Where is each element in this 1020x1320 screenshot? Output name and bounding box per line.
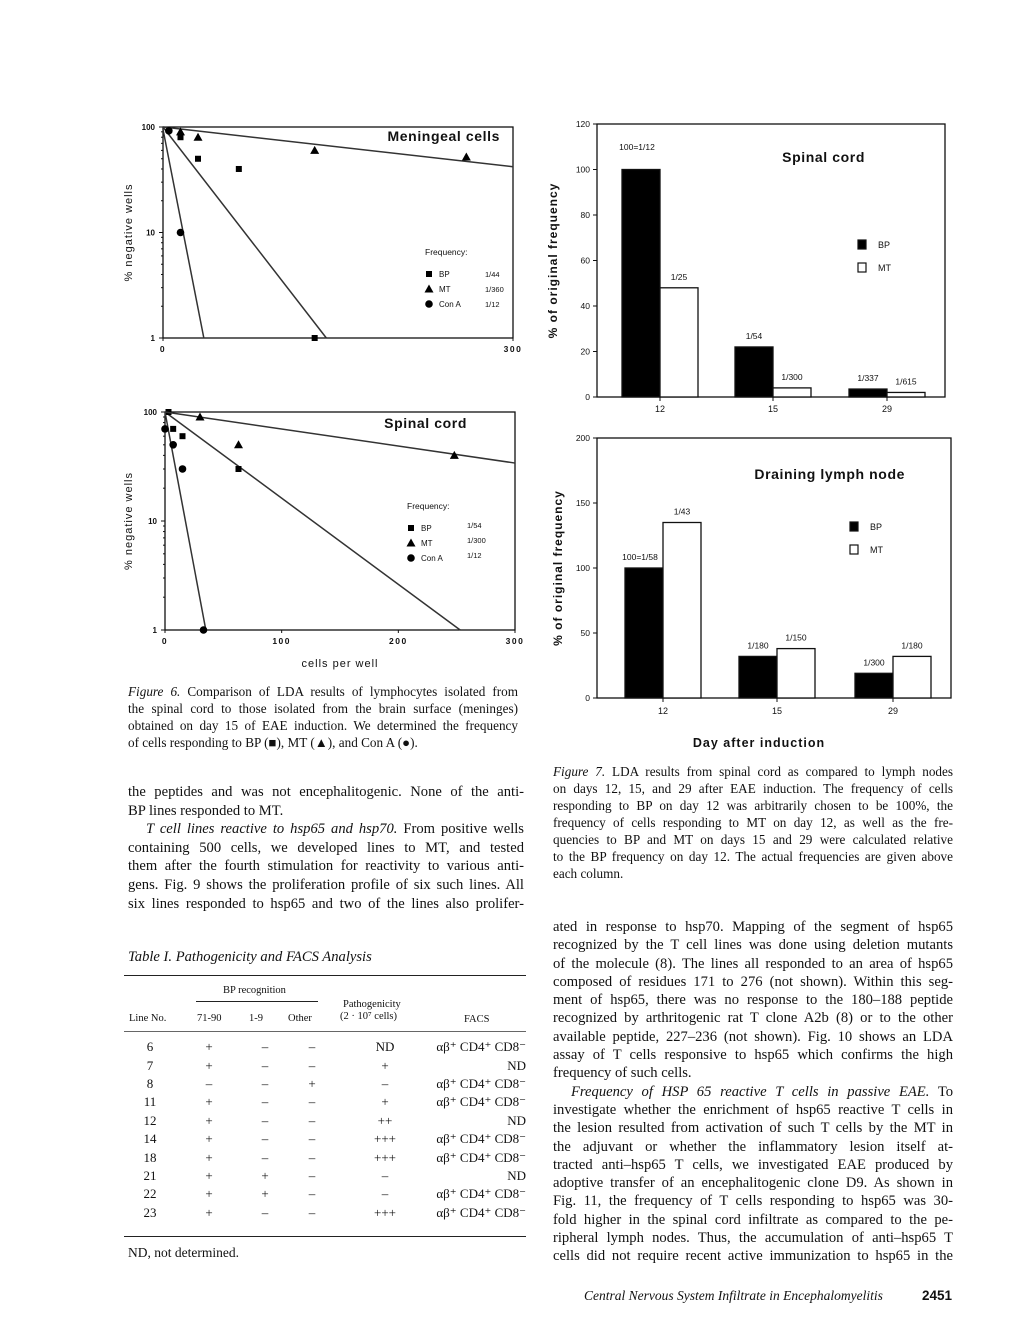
table-cell: – [261, 1057, 269, 1073]
chart-1-point-mt [310, 146, 319, 154]
chart-2-point-con-a [179, 465, 187, 473]
chart-4-bar-label: 1/300 [863, 657, 885, 668]
chart-2-point-bp [180, 433, 186, 439]
chart-4-bar-label: 1/43 [673, 506, 691, 517]
table-cell: 18 [143, 1149, 157, 1165]
chart-4-bar-bp [855, 673, 893, 698]
table-top-rule [124, 975, 526, 976]
chart-2-point-bp [236, 466, 242, 472]
text-line: them after the fourth stimulation for reactivity to various anti- [128, 858, 524, 875]
page-number: 2451 [922, 1288, 953, 1303]
section-heading: Frequency of HSP 65 reactive T cells in passive EAE. [571, 1083, 930, 1100]
chart-2-legend-marker-bp [408, 525, 414, 531]
chart-4-bar-label: 100=1/58 [622, 552, 658, 562]
chart-4-y-tick-label: 50 [580, 628, 590, 638]
table-cell: 22 [143, 1186, 157, 1202]
table-row [124, 1167, 526, 1185]
paragraph-start [553, 1083, 953, 1101]
chart-4-bar-bp [739, 656, 777, 698]
chart-1-x-tick-label: 300 [503, 344, 523, 354]
table-header-1-9: 1-9 [249, 1013, 263, 1024]
table-footnote: ND, not determined. [128, 1245, 239, 1260]
chart-4-bar-bp [625, 568, 663, 698]
chart-1-point-mt [462, 152, 471, 160]
chart-4-y-tick-label: 0 [585, 693, 590, 703]
table-cell: – [261, 1112, 269, 1128]
text-line: gens. Fig. 9 shows the proliferation profile of six such lines. All [128, 876, 524, 893]
chart-3-y-tick-label: 40 [580, 301, 590, 311]
chart-3-y-tick-label: 60 [580, 255, 590, 266]
chart-3-x-tick-label: 15 [767, 404, 779, 414]
chart-3-title: Spinal cord [782, 149, 865, 165]
table-cell: + [205, 1039, 213, 1055]
table-row [124, 1148, 526, 1166]
table-cell: – [308, 1131, 316, 1147]
table-cell: + [205, 1204, 213, 1220]
table-cell: αβ⁺ CD4⁺ CD8⁻ [436, 1039, 526, 1055]
table-title: Table I. Pathogenicity and FACS Analysis [128, 949, 372, 965]
text-line: ated in response to hsp70. Mapping of the segment of hsp65 [553, 919, 953, 935]
text-line: ment of hsp65, there was no response to the 180–188 peptide [553, 992, 953, 1009]
caption-line: of cells responding to BP (■), MT (▲), and Con A (●). [128, 735, 418, 750]
table-cell: +++ [374, 1131, 396, 1147]
text-line: available peptide, 227–236 (not shown). Fig. 10 shows an LDA [553, 1028, 953, 1045]
table-cell: +++ [374, 1204, 396, 1220]
text-line: ripheral lymph nodes. Thus, the accumulation of anti–hsp65 T [553, 1230, 953, 1247]
table-cell: + [261, 1167, 269, 1183]
table-cell: +++ [374, 1149, 396, 1165]
chart-2-point-con-a [169, 441, 177, 449]
chart-3-y-tick-label: 0 [585, 392, 590, 402]
table-cell: 12 [143, 1112, 157, 1128]
caption-line: the spinal cord to those isolated from the brain surface (meninges) [128, 701, 518, 716]
chart-4-y-axis-label: % of original frequency [551, 490, 565, 646]
chart-1-x-tick-label: 0 [159, 344, 167, 354]
chart-2-title: Spinal cord [384, 415, 467, 431]
text-line: assay of T cells responsive to hsp65 which confirms the high [553, 1047, 953, 1064]
chart-2-y-tick-label: 1 [152, 626, 157, 635]
table-cell: 6 [146, 1039, 154, 1055]
chart-4-bar-mt [663, 523, 701, 699]
table-cell: αβ⁺ CD4⁺ CD8⁻ [436, 1094, 526, 1110]
table-cell: – [261, 1149, 269, 1165]
text-line: frequency of such cells. [553, 1065, 692, 1082]
table-row [124, 1130, 526, 1148]
chart-2-y-tick-label: 10 [148, 517, 157, 526]
chart-3-legend-swatch-mt [858, 263, 866, 272]
chart-4-legend-swatch-mt [850, 545, 858, 554]
table-body [124, 1038, 526, 1222]
chart-1-point-con-a [165, 127, 173, 135]
chart-2-x-axis-label: cells per well [301, 658, 379, 670]
table-row [124, 1204, 526, 1222]
chart-2-legend-label-bp: BP [421, 524, 432, 533]
chart-3-legend-label-bp: BP [878, 240, 891, 250]
text-line: the adjuvant or whether the inflammatory lesion itself at- [553, 1138, 953, 1155]
text-line: the lesion resulted from activation of such T cells by the MT in [553, 1120, 953, 1137]
chart-2-legend-label-mt: MT [421, 539, 433, 548]
left-body-text [128, 783, 524, 913]
chart-4-x-axis-label: Day after induction [692, 736, 826, 750]
table-row [124, 1112, 526, 1130]
chart-2-fit-line-bp [165, 412, 460, 630]
text-line: containing 500 cells, we developed lines to MT, and tested [128, 839, 524, 856]
text-line: cells did not require recent active immunization to hsp65 in the [553, 1248, 953, 1265]
table-row [124, 1185, 526, 1203]
chart-3-y-tick-label: 100 [575, 164, 590, 175]
chart-1-y-tick-label: 10 [146, 228, 155, 238]
table-cell: + [381, 1057, 389, 1073]
table-cell: + [205, 1112, 213, 1128]
chart-2-legend-frequency-bp: 1/54 [467, 521, 482, 530]
chart-3-bar-bp [735, 347, 773, 397]
chart-3-y-tick-label: 120 [575, 119, 590, 129]
caption-line: LDA results from spinal cord as compared to lymph nodes [605, 764, 953, 779]
text-line: composed of residues 171 to 276 (not shown). Within this seg- [553, 973, 953, 990]
table-cell: + [381, 1094, 389, 1110]
table-cell: 23 [143, 1204, 157, 1220]
table-cell: – [205, 1075, 213, 1091]
chart-1-legend-frequency-mt: 1/360 [485, 285, 504, 294]
table-cell: αβ⁺ CD4⁺ CD8⁻ [436, 1186, 526, 1202]
table-cell: – [308, 1204, 316, 1220]
caption-line: to the BP frequency on day 12. The actual frequencies are given above [553, 849, 953, 864]
chart-2-point-mt [234, 440, 243, 448]
table-cell: – [381, 1075, 389, 1091]
table-cell: 8 [146, 1075, 154, 1091]
chart-2-legend-marker-mt [407, 539, 416, 547]
table-cell: ND [507, 1167, 526, 1183]
table-cell: – [308, 1039, 316, 1055]
chart-1-title: Meningeal cells [387, 128, 500, 144]
table-cell: – [261, 1204, 269, 1220]
text-line: recognized by arthritogenic rat T clone A2b (8) or to the other [553, 1010, 953, 1027]
table-cell: ++ [377, 1112, 393, 1128]
text-line: the peptides and was not encephalitogenic. None of the anti- [128, 784, 524, 800]
table-cell: 21 [143, 1167, 157, 1183]
figure-7-caption [553, 763, 953, 882]
chart-2-legend-frequency-mt: 1/300 [467, 536, 486, 545]
text-line: recognized by the T cell lines was done using deletion mutants [553, 937, 953, 954]
table-cell: – [308, 1186, 316, 1202]
table-cell: + [205, 1057, 213, 1073]
table-cell: – [261, 1094, 269, 1110]
chart-3-y-tick-label: 80 [580, 210, 590, 220]
chart-3-bar-label: 1/54 [745, 330, 763, 341]
table-header-71-90: 71-90 [197, 1013, 222, 1024]
chart-1-y-tick-label: 1 [150, 334, 155, 343]
table-group-header: BP recognition [223, 985, 286, 996]
chart-4-x-tick-label: 15 [771, 706, 783, 716]
table-cell: + [205, 1186, 213, 1202]
chart-3-bar-label: 100=1/12 [619, 142, 655, 152]
table-cell: + [205, 1149, 213, 1165]
text-line: BP lines responded to MT. [128, 802, 284, 819]
table-row [124, 1038, 526, 1056]
chart-2-legend-marker-con-a [407, 554, 415, 562]
chart-1-point-bp [312, 335, 318, 341]
chart-4-y-tick-label: 150 [575, 498, 590, 508]
chart-1-legend-marker-con-a [425, 300, 433, 308]
caption-line: each column. [553, 866, 624, 881]
table-header-rule [124, 1031, 526, 1032]
table-cell: – [308, 1112, 316, 1128]
table-cell: 11 [143, 1094, 157, 1110]
table-cell: – [381, 1186, 389, 1202]
text-line: six lines responded to hsp65 and two of the lines also prolifer- [128, 895, 524, 912]
running-title: Central Nervous System Infiltrate in Encephalomyelitis [584, 1288, 883, 1303]
table-cell: – [261, 1131, 269, 1147]
table-row [124, 1056, 526, 1074]
chart-4-bar-label: 1/180 [747, 640, 769, 651]
chart-1-point-mt [194, 133, 203, 141]
chart-4-title: Draining lymph node [754, 466, 905, 482]
caption-line: obtained on day 15 of EAE induction. We determined the frequency [128, 718, 518, 733]
chart-4-x-tick-label: 29 [887, 706, 899, 716]
chart-2-x-tick-label: 100 [272, 636, 292, 646]
table-cell: + [308, 1075, 316, 1091]
chart-1-legend-title: Frequency: [425, 247, 468, 257]
chart-4-x-tick-label: 12 [657, 706, 669, 716]
chart-1-legend-marker-mt [425, 285, 434, 293]
caption-line: responding to BP on day 12 was arbitrarily chosen to be 100%, the [553, 798, 953, 813]
table-cell: – [308, 1094, 316, 1110]
figure-6-label: Figure 6. [128, 684, 181, 699]
table-cell: ND [375, 1039, 395, 1055]
table-cell: + [205, 1131, 213, 1147]
chart-2-y-axis-label: % negative wells [123, 472, 135, 570]
chart-1-legend-label-mt: MT [439, 285, 451, 294]
table-cell: – [308, 1149, 316, 1165]
chart-1-point-con-a [177, 229, 185, 237]
table-cell: + [261, 1186, 269, 1202]
chart-1-legend-marker-bp [426, 271, 432, 277]
text-line: Fig. 11, the frequency of T cells responding to hsp65 was 30- [553, 1193, 953, 1210]
table-row [124, 1075, 526, 1093]
chart-2-point-con-a [200, 626, 208, 634]
chart-4-y-tick-label: 200 [575, 433, 590, 443]
caption-line: frequency of cells responding to MT on day 12, as well as the fre- [553, 815, 953, 830]
chart-1-legend-label-con-a: Con A [439, 300, 461, 309]
chart-3-bar-label: 1/25 [670, 271, 688, 282]
chart-2-y-tick-label: 100 [143, 408, 157, 417]
chart-1-legend-frequency-con-a: 1/12 [485, 300, 500, 309]
chart-3-bar-mt [887, 392, 925, 397]
table-cell: ND [507, 1057, 526, 1073]
table-cell: – [261, 1075, 269, 1091]
chart-3-x-tick-label: 29 [881, 404, 893, 414]
table-cell: – [381, 1167, 389, 1183]
chart-3-y-tick-label: 20 [580, 346, 590, 357]
text-line: of the molecule (8). The lines all responded to an area of hsp65 [553, 955, 953, 972]
table-header-line-no: Line No. [129, 1013, 167, 1024]
chart-2-point-bp [170, 426, 176, 432]
chart-3-bar-label: 1/300 [781, 371, 803, 382]
table-cell: 7 [146, 1057, 154, 1073]
section-heading: T cell lines reactive to hsp65 and hsp70. [146, 821, 398, 838]
chart-3-bar-label: 1/337 [857, 373, 879, 384]
figure-7-label: Figure 7. [553, 764, 606, 779]
text-line: From positive wells [397, 821, 524, 838]
chart-2-legend-title: Frequency: [407, 501, 450, 511]
chart-1-y-tick-label: 100 [141, 123, 155, 132]
chart-1-point-bp [195, 156, 201, 162]
right-body-text [553, 918, 953, 1266]
chart-4-bar-mt [893, 656, 931, 698]
table-row [124, 1093, 526, 1111]
table-header-pathogenicity: Pathogenicity [343, 999, 401, 1010]
table-cell: – [308, 1057, 316, 1073]
text-line: fold higher in the spinal cord infiltrate as compared to the pe- [553, 1211, 953, 1228]
caption-line: quencies to BP and MT on days 15 and 29 were calculated relative [553, 832, 953, 847]
table-header-other: Other [288, 1013, 312, 1024]
caption-line: Comparison of LDA results of lymphocytes isolated from [180, 684, 518, 699]
chart-1-legend-frequency-bp: 1/44 [485, 270, 500, 279]
chart-1-y-axis-label: % negative wells [123, 183, 135, 282]
table-cell: + [205, 1094, 213, 1110]
chart-1-fit-line-bp [163, 127, 326, 338]
chart-2-x-tick-label: 300 [505, 636, 525, 646]
chart-3-y-axis-label: % of original frequency [546, 182, 560, 339]
text-line: tracted anti–hsp65 T cells, we investigated EAE produced by [553, 1156, 953, 1173]
chart-3-bar-mt [773, 388, 811, 397]
chart-1-legend-label-bp: BP [439, 270, 450, 279]
table-cell: – [308, 1167, 316, 1183]
table-bottom-rule [124, 1236, 526, 1237]
chart-4-y-tick-label: 100 [575, 563, 590, 573]
table-cell: ND [507, 1112, 526, 1128]
chart-4-legend-label-bp: BP [870, 522, 883, 532]
table-cell: αβ⁺ CD4⁺ CD8⁻ [436, 1075, 526, 1091]
table-cell: αβ⁺ CD4⁺ CD8⁻ [436, 1149, 526, 1165]
chart-3-legend-label-mt: MT [878, 263, 891, 273]
chart-4-legend-swatch-bp [850, 522, 858, 531]
chart-4-legend-label-mt: MT [870, 545, 883, 555]
table-cell: – [261, 1039, 269, 1055]
table-group-rule [196, 1001, 318, 1002]
chart-2-frame [165, 412, 515, 630]
text-line: To [929, 1083, 954, 1100]
chart-3-bar-bp [622, 170, 660, 398]
table-header-facs: FACS [464, 1014, 490, 1025]
chart-2-point-con-a [161, 425, 169, 433]
chart-4-bar-label: 1/150 [785, 632, 807, 643]
text-line: adoptive transfer of an encephalitogenic clone D9. As shown in [553, 1175, 953, 1192]
table-cell: 14 [143, 1131, 157, 1147]
figure-6-caption [128, 683, 518, 751]
chart-1-point-bp [236, 166, 242, 172]
table-cell: αβ⁺ CD4⁺ CD8⁻ [436, 1204, 526, 1220]
text-line: investigate whether the enrichment of hsp65 reactive T cells in [553, 1101, 953, 1118]
chart-2-x-tick-label: 200 [388, 636, 408, 646]
chart-3-x-tick-label: 12 [654, 404, 666, 414]
chart-3-bar-mt [660, 288, 698, 397]
chart-3-legend-swatch-bp [858, 240, 866, 249]
chart-2-x-tick-label: 0 [161, 636, 169, 646]
chart-4-bar-label: 1/180 [901, 640, 923, 651]
caption-line: on days 12, 15, and 29 after EAE induction. The frequency of cells [553, 781, 953, 796]
table-cell: αβ⁺ CD4⁺ CD8⁻ [436, 1131, 526, 1147]
table-header-cells: (2 · 10⁷ cells) [340, 1011, 398, 1022]
chart-2-legend-frequency-con-a: 1/12 [467, 551, 482, 560]
chart-3-bar-label: 1/615 [895, 376, 917, 387]
chart-3-bar-bp [849, 389, 887, 397]
table-cell: + [205, 1167, 213, 1183]
chart-2-legend-label-con-a: Con A [421, 554, 443, 563]
chart-4-bar-mt [777, 649, 815, 698]
